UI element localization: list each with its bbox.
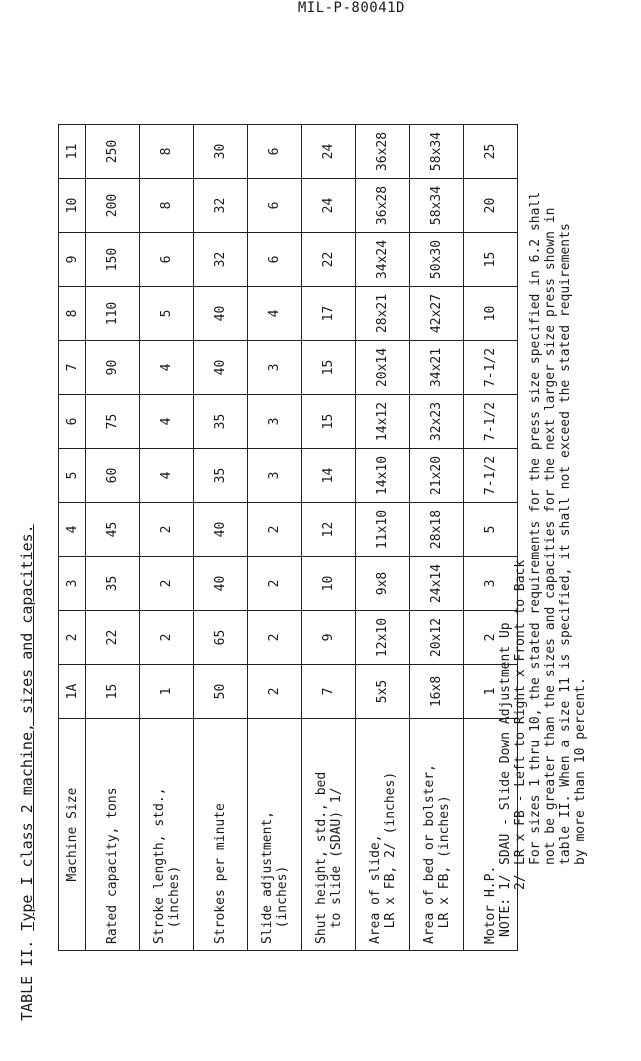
table-title-prefix: TABLE II. xyxy=(18,939,36,1021)
table-cell: 58x34 xyxy=(410,179,464,233)
row-label-line: Area of bed or bolster, xyxy=(421,763,437,944)
table-row xyxy=(248,125,302,951)
document-id: MIL-P-80041D xyxy=(297,0,405,16)
note-line xyxy=(528,192,543,937)
table-cell: 14x10 xyxy=(356,449,410,503)
row-label-line: Rated capacity, tons xyxy=(105,787,120,944)
table-cell: 4 xyxy=(140,449,194,503)
table-cell: 22 xyxy=(302,233,356,287)
header-size-cell: 1A xyxy=(59,665,86,719)
header-size-cell: 7 xyxy=(59,341,86,395)
row-label xyxy=(410,719,464,951)
sizes-capacities-table xyxy=(58,124,518,951)
table-cell: 6 xyxy=(248,179,302,233)
note-text: table II. When a size 11 is specified, it shall not exceed the stated requirements xyxy=(558,223,573,865)
table-cell: 10 xyxy=(302,557,356,611)
table-row xyxy=(356,125,410,951)
table-cell: 5x5 xyxy=(356,665,410,719)
table-cell: 36x28 xyxy=(356,179,410,233)
table-cell: 28x18 xyxy=(410,503,464,557)
table-cell: 1 xyxy=(464,665,518,719)
table-cell: 30 xyxy=(194,125,248,179)
table-cell: 250 xyxy=(86,125,140,179)
table-cell: 12x10 xyxy=(356,611,410,665)
table-cell: 60 xyxy=(86,449,140,503)
table-row xyxy=(194,125,248,951)
note-key xyxy=(543,865,558,937)
table-cell: 3 xyxy=(248,449,302,503)
table-cell: 9 xyxy=(302,611,356,665)
table-cell: 24 xyxy=(302,179,356,233)
note-line xyxy=(543,192,558,937)
table-row xyxy=(410,125,464,951)
header-size-cell: 6 xyxy=(59,395,86,449)
table-cell: 28x21 xyxy=(356,287,410,341)
table-title-caption: Type I class 2 machine, sizes and capacities. xyxy=(18,524,36,931)
table-cell: 75 xyxy=(86,395,140,449)
row-label-line: Strokes per minute xyxy=(213,803,228,944)
table-cell: 14x12 xyxy=(356,395,410,449)
table-cell: 14 xyxy=(302,449,356,503)
notes-section xyxy=(498,192,588,937)
table-cell: 50x30 xyxy=(410,233,464,287)
table-cell: 7-1/2 xyxy=(464,341,518,395)
row-label xyxy=(248,719,302,951)
row-label xyxy=(302,719,356,951)
row-label-line: Stroke length, std., xyxy=(151,787,167,944)
table-cell: 50 xyxy=(194,665,248,719)
table-cell: 1 xyxy=(140,665,194,719)
note-line xyxy=(513,192,528,937)
table-cell: 32x23 xyxy=(410,395,464,449)
row-label-line: Area of slide, xyxy=(367,834,383,944)
table-cell: 2 xyxy=(248,611,302,665)
table-cell: 4 xyxy=(140,341,194,395)
header-machine-size: Machine Size xyxy=(59,719,86,951)
table-cell: 15 xyxy=(464,233,518,287)
table-body xyxy=(86,125,518,951)
row-label-line: Motor H.P. xyxy=(483,865,498,944)
table-cell: 2 xyxy=(140,557,194,611)
row-label-line: (inches) xyxy=(274,865,290,944)
table-cell: 45 xyxy=(86,503,140,557)
note-key xyxy=(558,865,573,937)
note-key xyxy=(573,865,588,937)
header-size-cell: 4 xyxy=(59,503,86,557)
table-cell: 2 xyxy=(248,665,302,719)
row-label-line: Slide adjustment, xyxy=(259,810,275,944)
header-size-cell: 9 xyxy=(59,233,86,287)
table-cell: 5 xyxy=(140,287,194,341)
table-cell: 90 xyxy=(86,341,140,395)
table-row xyxy=(140,125,194,951)
table-cell: 110 xyxy=(86,287,140,341)
table-cell: 9x8 xyxy=(356,557,410,611)
table-cell: 22 xyxy=(86,611,140,665)
table-cell: 40 xyxy=(194,341,248,395)
table-cell: 20x12 xyxy=(410,611,464,665)
table-cell: 16x8 xyxy=(410,665,464,719)
table-cell: 35 xyxy=(86,557,140,611)
header-size-cell: 2 xyxy=(59,611,86,665)
table-cell: 2 xyxy=(140,503,194,557)
table-cell: 42x27 xyxy=(410,287,464,341)
table-cell: 3 xyxy=(248,341,302,395)
table-cell: 21x20 xyxy=(410,449,464,503)
table-cell: 24x14 xyxy=(410,557,464,611)
table-cell: 8 xyxy=(140,125,194,179)
table-cell: 8 xyxy=(140,179,194,233)
table-cell: 65 xyxy=(194,611,248,665)
note-text: not be greater than the sizes and capacities for the next larger size press shown in xyxy=(543,207,558,865)
table-cell: 2 xyxy=(248,503,302,557)
table-cell: 17 xyxy=(302,287,356,341)
table-title xyxy=(18,524,36,1021)
table-row xyxy=(86,125,140,951)
note-text: LR x FB - Left to Right x Front to Back xyxy=(513,559,528,865)
row-label-line: LR x FB, 2/ (inches) xyxy=(382,771,398,944)
table-cell: 24 xyxy=(302,125,356,179)
table-cell: 7-1/2 xyxy=(464,449,518,503)
table-cell: 6 xyxy=(248,125,302,179)
header-size-cell: 3 xyxy=(59,557,86,611)
header-size-cell: 11 xyxy=(59,125,86,179)
note-key xyxy=(528,865,543,937)
table-cell: 12 xyxy=(302,503,356,557)
table-row xyxy=(302,125,356,951)
table-cell: 2 xyxy=(464,611,518,665)
note-text: SDAU - Slide Down Adjustment Up xyxy=(498,622,513,865)
header-size-cell: 10 xyxy=(59,179,86,233)
table-cell: 40 xyxy=(194,287,248,341)
row-label xyxy=(86,719,140,951)
table-cell: 36x28 xyxy=(356,125,410,179)
table-header-row xyxy=(59,125,86,951)
table-cell: 3 xyxy=(464,557,518,611)
table-cell: 200 xyxy=(86,179,140,233)
table-cell: 11x10 xyxy=(356,503,410,557)
row-label-line: Shut height, std., bed xyxy=(313,771,329,944)
table-cell: 32 xyxy=(194,233,248,287)
row-label xyxy=(356,719,410,951)
note-key: NOTE: 1/ xyxy=(498,874,513,937)
table-cell: 25 xyxy=(464,125,518,179)
row-label-line: LR x FB, (inches) xyxy=(436,795,452,944)
table-cell: 34x21 xyxy=(410,341,464,395)
table-cell: 5 xyxy=(464,503,518,557)
table-cell: 6 xyxy=(248,233,302,287)
table-cell: 15 xyxy=(302,341,356,395)
table-cell: 2 xyxy=(140,611,194,665)
table-cell: 10 xyxy=(464,287,518,341)
row-label-line: to slide (SDAU) 1/ xyxy=(328,787,344,944)
table-cell: 40 xyxy=(194,503,248,557)
table-cell: 3 xyxy=(248,395,302,449)
note-line xyxy=(498,192,513,937)
table-cell: 4 xyxy=(248,287,302,341)
table-cell: 7-1/2 xyxy=(464,395,518,449)
note-text: by more than 10 percent. xyxy=(573,677,588,865)
table-cell: 35 xyxy=(194,449,248,503)
row-label-line: (inches) xyxy=(166,865,182,944)
table-cell: 40 xyxy=(194,557,248,611)
table-cell: 6 xyxy=(140,233,194,287)
table-cell: 7 xyxy=(302,665,356,719)
table-cell: 15 xyxy=(86,665,140,719)
table-cell: 58x34 xyxy=(410,125,464,179)
note-text: For sizes 1 thru 10, the stated requirements for the press size specified in 6.2 shall xyxy=(528,191,543,865)
table-cell: 35 xyxy=(194,395,248,449)
row-label xyxy=(140,719,194,951)
table-cell: 15 xyxy=(302,395,356,449)
table-cell: 2 xyxy=(248,557,302,611)
table-cell: 34x24 xyxy=(356,233,410,287)
note-line xyxy=(573,192,588,937)
table-cell: 4 xyxy=(140,395,194,449)
table-cell: 20x14 xyxy=(356,341,410,395)
table-cell: 150 xyxy=(86,233,140,287)
table-cell: 20 xyxy=(464,179,518,233)
note-line xyxy=(558,192,573,937)
table-cell: 32 xyxy=(194,179,248,233)
header-size-cell: 5 xyxy=(59,449,86,503)
note-key: 2/ xyxy=(513,874,528,937)
row-label xyxy=(194,719,248,951)
header-size-cell: 8 xyxy=(59,287,86,341)
rotated-page-content xyxy=(14,21,588,1021)
